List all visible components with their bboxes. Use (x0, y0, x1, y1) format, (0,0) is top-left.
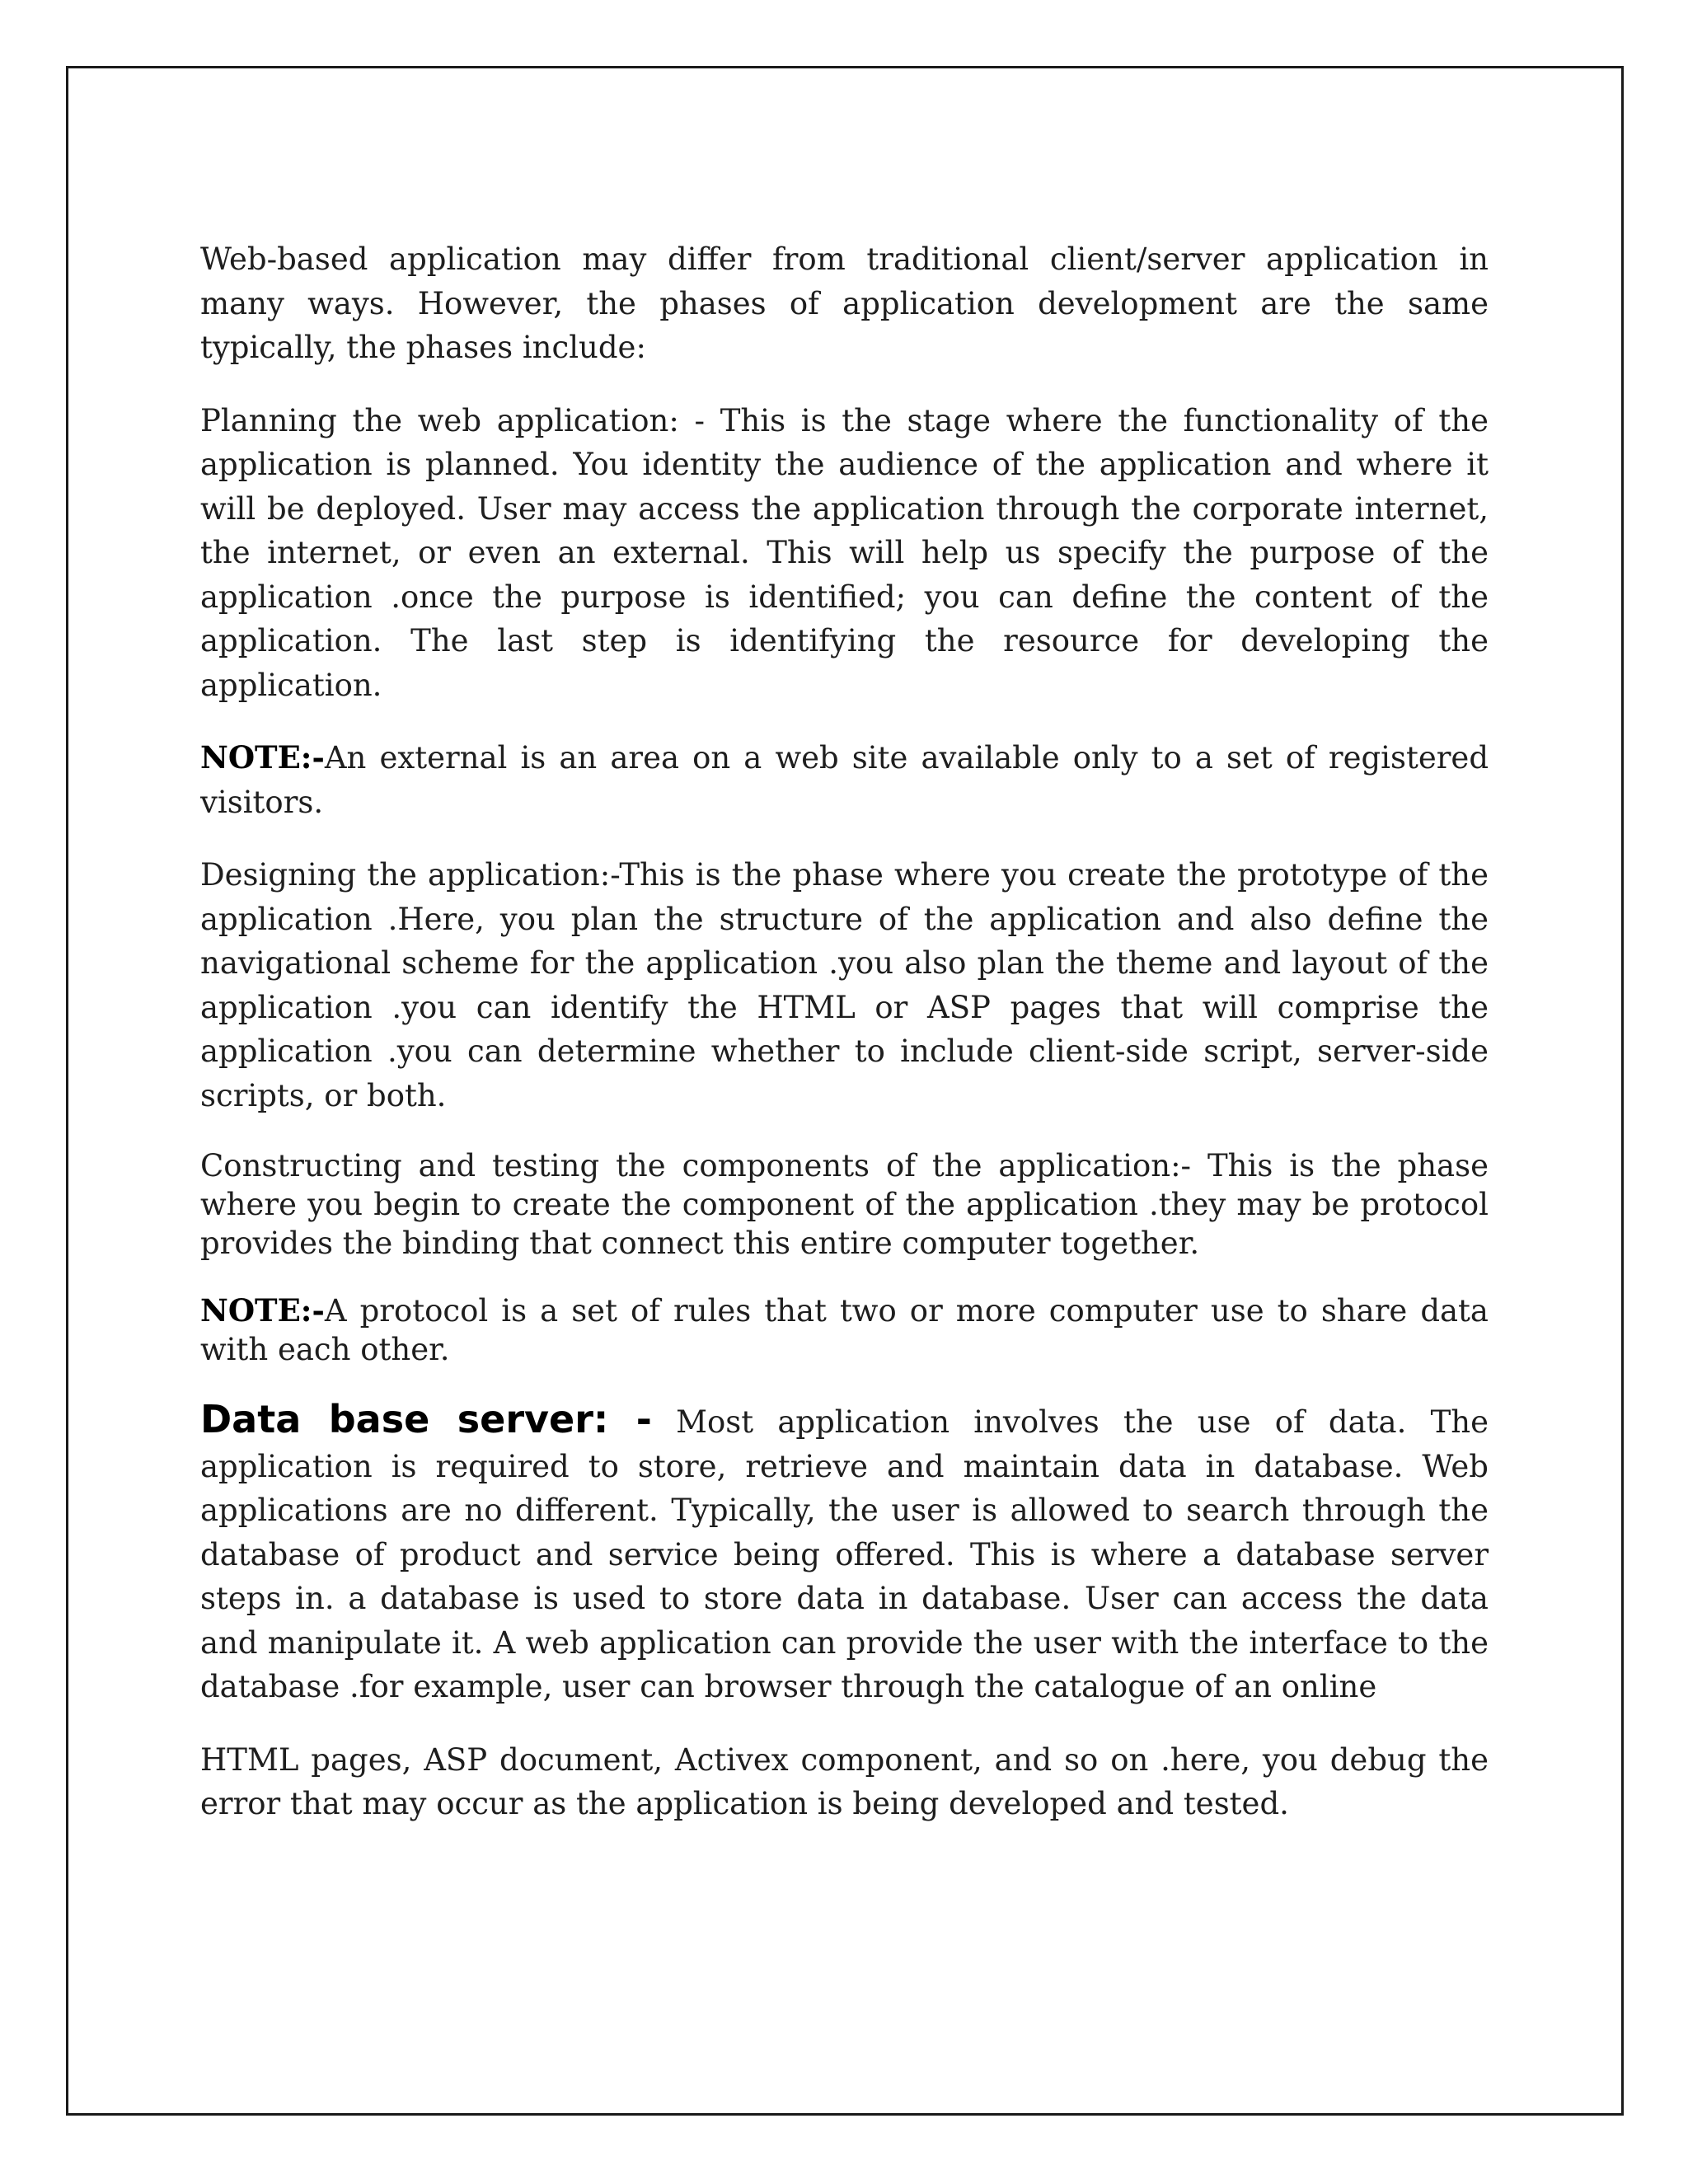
intro-paragraph: Web-based application may differ from traditional client/server application in many ways. However, the phases of application development are the same typically, the phases include: (200, 241, 1489, 365)
note-protocol (200, 1291, 1489, 1369)
database-text: Most application involves the use of data. The application is required to store, retrieve and maintain data in database. Web applications are no different. Typically, the user is allowed to search through the database of product and service being offered. This is where a database server steps in. a database is used to store data in database. User can access the data and manipulate it. A web application can provide the user with the interface to the database .for example, user can browser through the catalogue of an online (200, 1404, 1489, 1704)
note-label: NOTE:- (200, 739, 325, 776)
constructing-paragraph: Constructing and testing the components of the application:- This is the phase where you begin to create the component of the application .they may be protocol provides the binding that connect this entire computer together. (200, 1148, 1489, 1261)
database-heading: Data base server: - (200, 1397, 652, 1441)
html-pages-paragraph: HTML pages, ASP document, Activex component, and so on .here, you debug the error that may occur as the application is being developed and tested. (200, 1741, 1489, 1821)
note-text: An external is an area on a web site available only to a set of registered visitors. (200, 740, 1489, 820)
designing-paragraph: Designing the application:-This is the phase where you create the prototype of the application .Here, you plan the structure of the application and also define the navigational scheme for the application .you also plan the theme and layout of the application .you can identify the HTML or ASP pages that will comprise the application .you can determine whether to include client-side script, server-side scripts, or both. (200, 857, 1489, 1113)
note-text: A protocol is a set of rules that two or more computer use to share data with each other. (200, 1293, 1489, 1367)
note-external (200, 736, 1489, 824)
note-label: NOTE:- (200, 1292, 325, 1329)
database-paragraph (200, 1398, 1489, 1709)
document-body (200, 237, 1489, 1826)
planning-paragraph: Planning the web application: - This is the stage where the functionality of the application is planned. You identity the audience of the application and where it will be deployed. User may access the application through the corporate internet, the internet, or even an external. This will help us specify the purpose of the application .once the purpose is identified; you can define the content of the application. The last step is identifying the resource for developing the application. (200, 402, 1489, 703)
